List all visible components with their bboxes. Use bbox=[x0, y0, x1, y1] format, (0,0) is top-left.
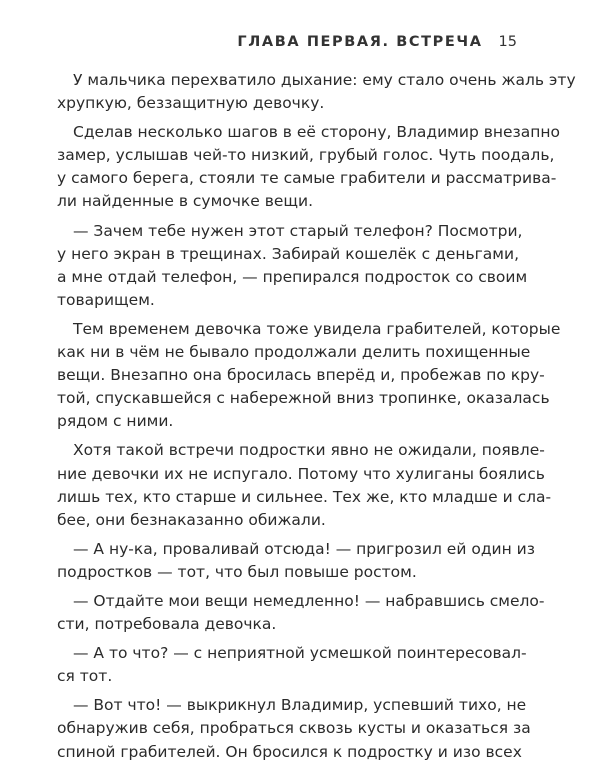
paragraph-first-line: — А то что? — с неприятной усмешкой поинтересовал- bbox=[73, 644, 527, 663]
paragraph-line: ние девочки их не испугало. Потому что хулиганы боялись bbox=[57, 464, 545, 483]
paragraph-line: той, спускавшейся с набережной вниз тропинке, оказалась bbox=[57, 389, 550, 408]
paragraph-line: как ни в чём не бывало продолжали делить похищенные bbox=[57, 343, 531, 362]
paragraph-line: у него экран в трещинах. Забирай кошелёк с деньгами, bbox=[57, 244, 519, 263]
paragraph-first-line: Тем временем девочка тоже увидела грабителей, которые bbox=[73, 319, 561, 338]
chapter-title: ГЛАВА ПЕРВАЯ. ВСТРЕЧА bbox=[237, 34, 483, 50]
paragraph-first-line: Хотя такой встречи подростки явно не ожидали, появле- bbox=[73, 441, 545, 460]
paragraph-line: вещи. Внезапно она бросилась вперёд и, пробежав по кру- bbox=[57, 366, 545, 385]
paragraph-line: спиной грабителей. Он бросился к подростку и изо всех bbox=[57, 742, 522, 761]
paragraph-line: рядом с ними. bbox=[57, 412, 174, 431]
paragraph-first-line: — Зачем тебе нужен этот старый телефон? Посмотри, bbox=[73, 221, 523, 240]
paragraph-line: ся тот. bbox=[57, 667, 113, 686]
paragraph-line: замер, услышав чей-то низкий, грубый голос. Чуть поодаль, bbox=[57, 146, 555, 165]
paragraph-line: бее, они безнаказанно обижали. bbox=[57, 510, 326, 529]
paragraph-first-line: — Отдайте мои вещи немедленно! — набравшись смело- bbox=[73, 591, 545, 610]
paragraph-line: ли найденные в сумочке вещи. bbox=[57, 192, 314, 211]
body-text bbox=[57, 69, 576, 764]
paragraph-line: лишь тех, кто старше и сильнее. Тех же, кто младше и сла- bbox=[57, 487, 552, 506]
running-head bbox=[237, 34, 517, 50]
paragraph-line: подростков — тот, что был повыше ростом. bbox=[57, 562, 417, 581]
paragraph-line: у самого берега, стояли те самые грабители и рассматрива- bbox=[57, 169, 557, 188]
page-number: 15 bbox=[498, 34, 517, 50]
paragraph-first-line: Сделав несколько шагов в её сторону, Владимир внезапно bbox=[73, 123, 561, 142]
paragraph-first-line: — А ну-ка, проваливай отсюда! — пригрозил ей один из bbox=[73, 539, 535, 558]
paragraph-first-line: У мальчика перехватило дыхание: ему стало очень жаль эту bbox=[73, 71, 576, 89]
paragraph-first-line: — Вот что! — выкрикнул Владимир, успевший тихо, не bbox=[73, 696, 527, 715]
paragraph-line: хрупкую, беззащитную девочку. bbox=[57, 94, 325, 113]
paragraph-line: сти, потребовала девочка. bbox=[57, 615, 277, 634]
paragraph-line: а мне отдай телефон, — препирался подросток со своим bbox=[57, 267, 528, 286]
paragraph-line: товарищем. bbox=[57, 290, 155, 309]
paragraph-line: обнаружив себя, пробраться сквозь кусты и оказаться за bbox=[57, 719, 531, 738]
